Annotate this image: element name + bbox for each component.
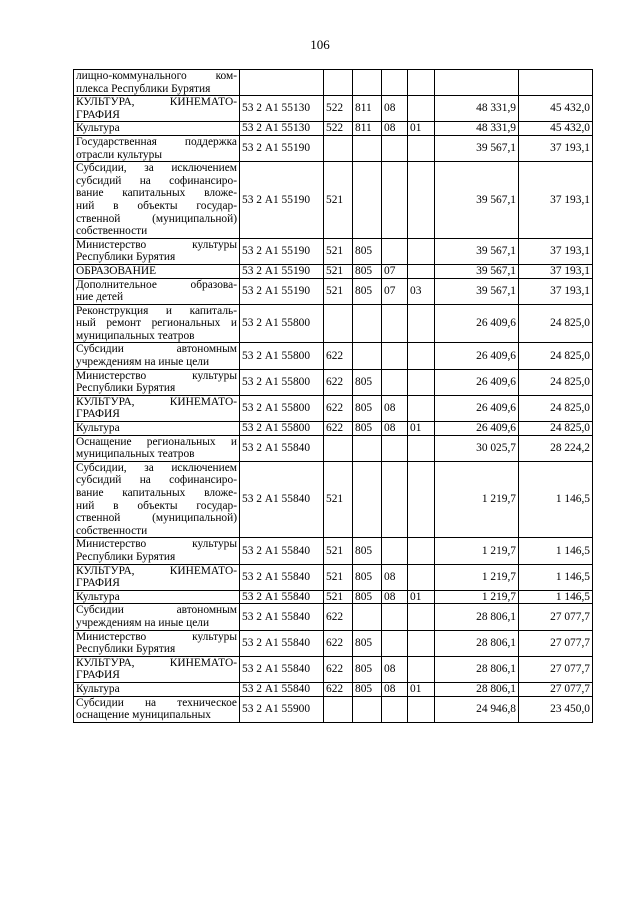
cell-target-code: 53 2 А1 55190 [240, 278, 324, 304]
cell-section: 07 [382, 264, 408, 278]
item-name-line: Министерство культуры [76, 630, 237, 643]
cell-amount-2: 1 146,5 [519, 461, 593, 538]
cell-target-code: 53 2 А1 55800 [240, 422, 324, 436]
cell-expense-type: 521 [324, 590, 353, 604]
cell-expense-type [324, 304, 353, 343]
cell-amount-1: 39 567,1 [435, 135, 519, 161]
cell-subsection [408, 630, 435, 656]
cell-amount-1: 39 567,1 [435, 264, 519, 278]
cell-item-name [74, 682, 240, 696]
cell-department [353, 162, 382, 239]
cell-target-code: 53 2 А1 55840 [240, 461, 324, 538]
cell-target-code: 53 2 А1 55840 [240, 564, 324, 590]
cell-section: 08 [382, 656, 408, 682]
table-row [74, 70, 593, 96]
cell-target-code: 53 2 А1 55130 [240, 96, 324, 122]
cell-section [382, 604, 408, 630]
cell-item-name [74, 564, 240, 590]
cell-item-name [74, 369, 240, 395]
cell-section: 08 [382, 590, 408, 604]
cell-amount-2: 1 146,5 [519, 564, 593, 590]
table-row [74, 696, 593, 722]
cell-section: 08 [382, 395, 408, 421]
cell-item-name [74, 96, 240, 122]
cell-department: 811 [353, 122, 382, 136]
cell-amount-2: 1 146,5 [519, 590, 593, 604]
item-name-line: собственности [76, 524, 148, 537]
item-name-line: Субсидии, за исключением [76, 461, 237, 474]
cell-target-code: 53 2 А1 55840 [240, 630, 324, 656]
cell-department: 811 [353, 96, 382, 122]
cell-amount-1: 28 806,1 [435, 656, 519, 682]
cell-subsection [408, 369, 435, 395]
item-name-line: Реконструкция и капиталь- [76, 304, 237, 317]
page-number: 106 [310, 37, 330, 52]
cell-section [382, 435, 408, 461]
cell-department [353, 696, 382, 722]
cell-amount-1: 39 567,1 [435, 162, 519, 239]
cell-subsection [408, 162, 435, 239]
cell-subsection: 01 [408, 590, 435, 604]
cell-amount-2: 37 193,1 [519, 135, 593, 161]
cell-subsection [408, 656, 435, 682]
cell-target-code: 53 2 А1 55840 [240, 604, 324, 630]
cell-expense-type: 521 [324, 278, 353, 304]
item-name-line: ОБРАЗОВАНИЕ [76, 264, 157, 277]
table-row [74, 461, 593, 538]
cell-target-code: 53 2 А1 55190 [240, 135, 324, 161]
table-row [74, 590, 593, 604]
cell-item-name [74, 656, 240, 682]
cell-item-name [74, 630, 240, 656]
item-name-line: ный ремонт региональных и [76, 317, 237, 330]
cell-expense-type: 622 [324, 369, 353, 395]
cell-amount-1: 39 567,1 [435, 278, 519, 304]
cell-amount-1: 28 806,1 [435, 604, 519, 630]
item-name-line: ГРАФИЯ [76, 669, 120, 682]
item-name-line: оснащение муниципальных [76, 709, 211, 722]
cell-section [382, 135, 408, 161]
item-name-line: учреждениям на иные цели [76, 616, 210, 629]
item-name-line: Культура [76, 682, 120, 695]
item-name-line: собственности [76, 225, 148, 238]
cell-target-code: 53 2 А1 55800 [240, 395, 324, 421]
cell-target-code: 53 2 А1 55800 [240, 304, 324, 343]
cell-department: 805 [353, 590, 382, 604]
cell-expense-type: 522 [324, 122, 353, 136]
cell-amount-1: 28 806,1 [435, 630, 519, 656]
cell-department: 805 [353, 238, 382, 264]
item-name-line: КУЛЬТУРА, КИНЕМАТО- [76, 656, 237, 669]
cell-expense-type: 521 [324, 538, 353, 564]
cell-amount-2: 1 146,5 [519, 538, 593, 564]
cell-amount-2: 28 224,2 [519, 435, 593, 461]
item-name-line: Культура [76, 590, 120, 603]
item-name-line: муниципальных театров [76, 448, 195, 461]
cell-target-code [240, 70, 324, 96]
cell-section: 07 [382, 278, 408, 304]
cell-amount-2: 37 193,1 [519, 278, 593, 304]
table-row [74, 122, 593, 136]
cell-department: 805 [353, 369, 382, 395]
cell-amount-2: 27 077,7 [519, 604, 593, 630]
item-name-line: Культура [76, 422, 120, 435]
item-name-line: Республики Бурятия [76, 550, 176, 563]
cell-department [353, 135, 382, 161]
cell-expense-type [324, 435, 353, 461]
item-name-line: Субсидии автономным [76, 604, 237, 617]
cell-amount-1: 48 331,9 [435, 96, 519, 122]
table-body [74, 70, 593, 723]
cell-target-code: 53 2 А1 55130 [240, 122, 324, 136]
cell-department: 805 [353, 630, 382, 656]
cell-section [382, 461, 408, 538]
cell-amount-2: 45 432,0 [519, 122, 593, 136]
cell-subsection [408, 96, 435, 122]
item-name-line: лищно-коммунального ком- [76, 70, 237, 82]
cell-section: 08 [382, 564, 408, 590]
cell-subsection [408, 343, 435, 369]
cell-amount-2 [519, 70, 593, 96]
cell-subsection: 01 [408, 422, 435, 436]
item-name-line: субсидий на софинансиро- [76, 474, 237, 487]
item-name-line: Республики Бурятия [76, 251, 176, 264]
item-name-line: ГРАФИЯ [76, 577, 120, 590]
item-name-line: Государственная поддержка [76, 135, 237, 148]
cell-amount-2: 27 077,7 [519, 656, 593, 682]
cell-section [382, 238, 408, 264]
cell-item-name [74, 122, 240, 136]
cell-subsection: 01 [408, 682, 435, 696]
cell-expense-type: 522 [324, 96, 353, 122]
cell-expense-type: 622 [324, 395, 353, 421]
table-row [74, 304, 593, 343]
cell-department: 805 [353, 682, 382, 696]
item-name-line: Республики Бурятия [76, 643, 176, 656]
item-name-line: учреждениям на иные цели [76, 356, 210, 369]
cell-expense-type: 521 [324, 461, 353, 538]
cell-department: 805 [353, 538, 382, 564]
cell-amount-1: 24 946,8 [435, 696, 519, 722]
cell-target-code: 53 2 А1 55840 [240, 682, 324, 696]
cell-item-name [74, 395, 240, 421]
cell-department: 805 [353, 422, 382, 436]
cell-target-code: 53 2 А1 55840 [240, 538, 324, 564]
cell-target-code: 53 2 А1 55840 [240, 435, 324, 461]
cell-subsection: 01 [408, 122, 435, 136]
cell-expense-type: 622 [324, 343, 353, 369]
cell-subsection [408, 604, 435, 630]
cell-section: 08 [382, 682, 408, 696]
cell-section: 08 [382, 96, 408, 122]
item-name-line: Культура [76, 122, 120, 135]
cell-amount-1: 26 409,6 [435, 343, 519, 369]
cell-amount-1: 1 219,7 [435, 538, 519, 564]
cell-target-code: 53 2 А1 55840 [240, 590, 324, 604]
cell-subsection [408, 564, 435, 590]
cell-expense-type: 622 [324, 604, 353, 630]
cell-amount-1: 28 806,1 [435, 682, 519, 696]
item-name-line: КУЛЬТУРА, КИНЕМАТО- [76, 395, 237, 408]
cell-section [382, 162, 408, 239]
cell-department [353, 461, 382, 538]
cell-subsection [408, 461, 435, 538]
cell-section [382, 70, 408, 96]
cell-section [382, 343, 408, 369]
cell-amount-2: 37 193,1 [519, 264, 593, 278]
cell-amount-1 [435, 70, 519, 96]
table-row [74, 238, 593, 264]
item-name-line: отрасли культуры [76, 148, 162, 161]
item-name-line: ственной (муниципальной) [76, 212, 237, 225]
cell-department [353, 435, 382, 461]
table-row [74, 395, 593, 421]
table-row [74, 630, 593, 656]
cell-target-code: 53 2 А1 55840 [240, 656, 324, 682]
table-row [74, 264, 593, 278]
item-name-line: Дополнительное образова- [76, 278, 237, 291]
cell-item-name [74, 238, 240, 264]
table-row [74, 682, 593, 696]
table-row [74, 96, 593, 122]
cell-section [382, 630, 408, 656]
cell-amount-1: 26 409,6 [435, 422, 519, 436]
cell-item-name [74, 604, 240, 630]
item-name-line: Субсидии, за исключением [76, 162, 237, 175]
cell-section: 08 [382, 122, 408, 136]
cell-expense-type: 622 [324, 630, 353, 656]
cell-amount-2: 37 193,1 [519, 238, 593, 264]
table-row [74, 656, 593, 682]
cell-department [353, 304, 382, 343]
cell-item-name [74, 278, 240, 304]
item-name-line: вание капитальных вложе- [76, 187, 237, 200]
item-name-line: ние детей [76, 291, 124, 304]
item-name-line: ний в объекты государ- [76, 499, 237, 512]
cell-target-code: 53 2 А1 55190 [240, 264, 324, 278]
cell-item-name [74, 590, 240, 604]
cell-expense-type: 622 [324, 682, 353, 696]
cell-subsection [408, 435, 435, 461]
cell-amount-2: 24 825,0 [519, 369, 593, 395]
cell-amount-1: 1 219,7 [435, 590, 519, 604]
cell-target-code: 53 2 А1 55900 [240, 696, 324, 722]
cell-department: 805 [353, 278, 382, 304]
cell-section: 08 [382, 422, 408, 436]
cell-subsection [408, 304, 435, 343]
item-name-line: плекса Республики Бурятия [76, 82, 211, 95]
cell-expense-type: 622 [324, 422, 353, 436]
table-row [74, 435, 593, 461]
item-name-line: Субсидии автономным [76, 343, 237, 356]
cell-amount-2: 24 825,0 [519, 395, 593, 421]
cell-target-code: 53 2 А1 55800 [240, 369, 324, 395]
cell-item-name [74, 461, 240, 538]
item-name-line: ГРАФИЯ [76, 408, 120, 421]
cell-amount-1: 30 025,7 [435, 435, 519, 461]
item-name-line: Министерство культуры [76, 238, 237, 251]
cell-target-code: 53 2 А1 55190 [240, 162, 324, 239]
cell-amount-2: 24 825,0 [519, 304, 593, 343]
table-row [74, 135, 593, 161]
item-name-line: Республики Бурятия [76, 382, 176, 395]
cell-subsection [408, 135, 435, 161]
item-name-line: Министерство культуры [76, 538, 237, 551]
cell-subsection: 03 [408, 278, 435, 304]
cell-amount-2: 27 077,7 [519, 682, 593, 696]
table-row [74, 162, 593, 239]
cell-target-code: 53 2 А1 55800 [240, 343, 324, 369]
cell-subsection [408, 538, 435, 564]
cell-item-name [74, 422, 240, 436]
table-row [74, 538, 593, 564]
cell-expense-type [324, 135, 353, 161]
item-name-line: Субсидии на техническое [76, 696, 237, 709]
cell-item-name [74, 264, 240, 278]
cell-expense-type [324, 696, 353, 722]
cell-target-code: 53 2 А1 55190 [240, 238, 324, 264]
cell-amount-1: 26 409,6 [435, 369, 519, 395]
cell-amount-2: 37 193,1 [519, 162, 593, 239]
cell-department: 805 [353, 656, 382, 682]
cell-department [353, 70, 382, 96]
cell-expense-type: 521 [324, 564, 353, 590]
cell-amount-1: 1 219,7 [435, 461, 519, 538]
cell-expense-type: 622 [324, 656, 353, 682]
cell-subsection [408, 696, 435, 722]
item-name-line: КУЛЬТУРА, КИНЕМАТО- [76, 96, 237, 109]
table-row [74, 343, 593, 369]
cell-item-name [74, 304, 240, 343]
cell-subsection [408, 395, 435, 421]
cell-item-name [74, 343, 240, 369]
cell-department: 805 [353, 395, 382, 421]
cell-item-name [74, 696, 240, 722]
cell-item-name [74, 70, 240, 96]
cell-amount-1: 1 219,7 [435, 564, 519, 590]
cell-subsection [408, 70, 435, 96]
cell-department [353, 343, 382, 369]
cell-amount-2: 27 077,7 [519, 630, 593, 656]
cell-expense-type: 521 [324, 264, 353, 278]
cell-section [382, 538, 408, 564]
cell-department [353, 604, 382, 630]
cell-amount-2: 45 432,0 [519, 96, 593, 122]
item-name-line: ний в объекты государ- [76, 199, 237, 212]
table-row [74, 369, 593, 395]
cell-amount-2: 24 825,0 [519, 422, 593, 436]
item-name-line: муниципальных театров [76, 329, 195, 342]
cell-subsection [408, 238, 435, 264]
cell-amount-2: 24 825,0 [519, 343, 593, 369]
cell-section [382, 369, 408, 395]
cell-department: 805 [353, 564, 382, 590]
table-row [74, 564, 593, 590]
cell-subsection [408, 264, 435, 278]
cell-expense-type: 521 [324, 238, 353, 264]
cell-department: 805 [353, 264, 382, 278]
item-name-line: КУЛЬТУРА, КИНЕМАТО- [76, 564, 237, 577]
cell-item-name [74, 162, 240, 239]
table-row [74, 604, 593, 630]
cell-expense-type [324, 70, 353, 96]
cell-item-name [74, 135, 240, 161]
cell-section [382, 696, 408, 722]
item-name-line: Министерство культуры [76, 369, 237, 382]
cell-item-name [74, 435, 240, 461]
item-name-line: субсидий на софинансиро- [76, 174, 237, 187]
cell-amount-1: 26 409,6 [435, 304, 519, 343]
item-name-line: ГРАФИЯ [76, 108, 120, 121]
cell-item-name [74, 538, 240, 564]
table-row [74, 422, 593, 436]
table-row [74, 278, 593, 304]
cell-section [382, 304, 408, 343]
item-name-line: ственной (муниципальной) [76, 512, 237, 525]
cell-amount-1: 48 331,9 [435, 122, 519, 136]
cell-amount-1: 39 567,1 [435, 238, 519, 264]
item-name-line: вание капитальных вложе- [76, 487, 237, 499]
cell-expense-type: 521 [324, 162, 353, 239]
item-name-line: Оснащение региональных и [76, 435, 237, 448]
cell-amount-2: 23 450,0 [519, 696, 593, 722]
budget-table [73, 69, 593, 723]
cell-amount-1: 26 409,6 [435, 395, 519, 421]
